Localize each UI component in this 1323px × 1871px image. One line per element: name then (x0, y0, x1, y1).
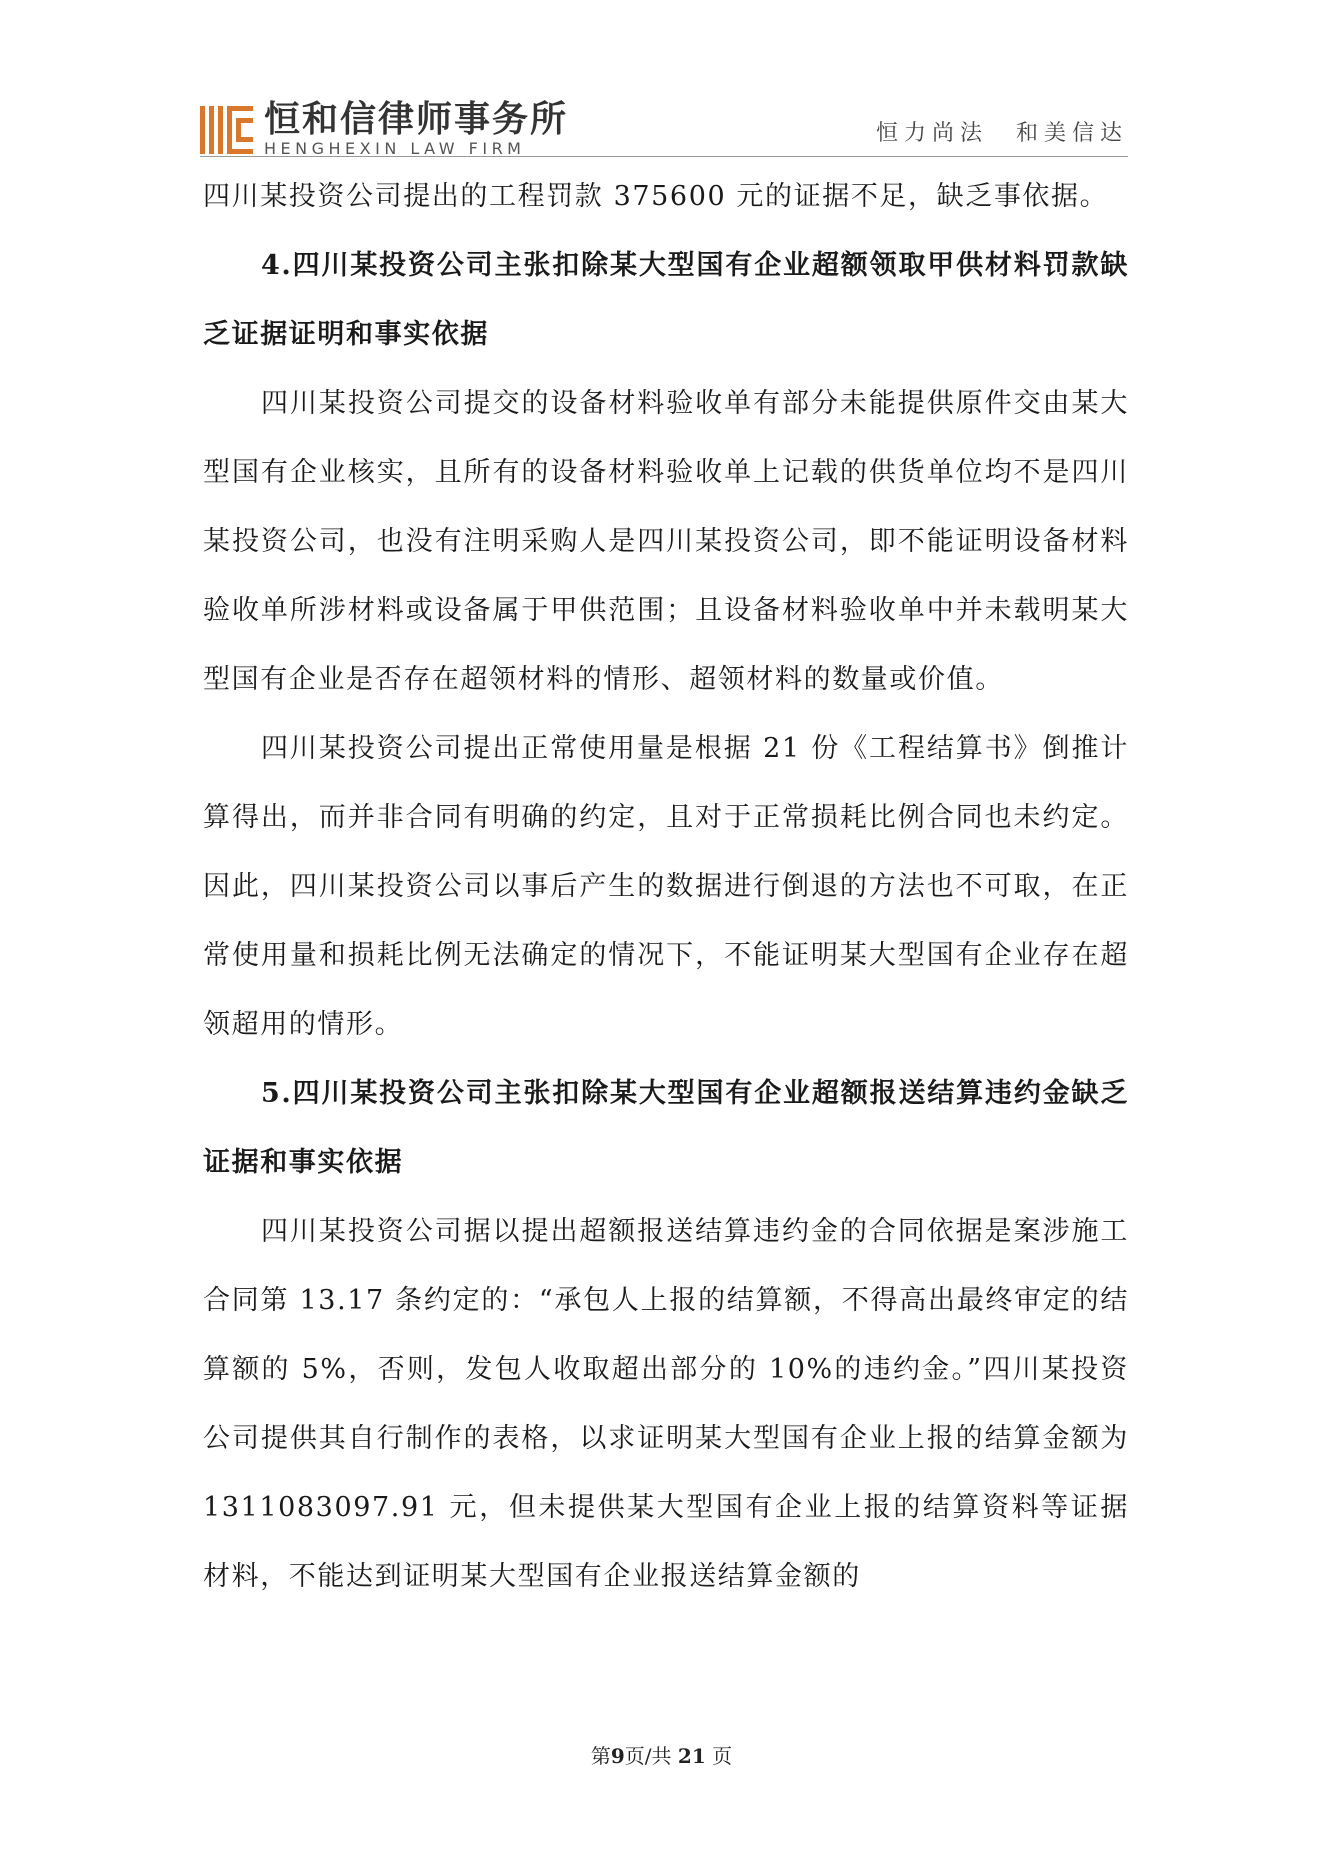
section-heading-4: 4.四川某投资公司主张扣除某大型国有企业超额领取甲供材料罚款缺乏证据证明和事实依据 (203, 250, 1129, 350)
total-pages: 21 (677, 1744, 706, 1768)
letterhead (200, 100, 1128, 158)
paragraph-settlement-penalty: 四川某投资公司据以提出超额报送结算违约金的合同依据是案涉施工合同第 13.17 条约定的：“承包人上报的结算额，不得高出最终审定的结算额的 5%，否则，发包人收取超出部分的 10%的违约金。”四川某投资公司提供其自行制作的表格，以求证明某大型国有企业上报的结算金额为 1311083097.91 元，但未提供某大型国有企业上报的结算资料等证据材料，不能达到证明某大型国有企业报送结算金额的 (203, 1216, 1129, 1592)
page-number-suffix: 页 (712, 1744, 733, 1768)
firm-name-en: HENGHEXIN LAW FIRM (264, 139, 526, 158)
firm-logo-icon (200, 106, 256, 158)
page-number-middle: 页/共 (624, 1744, 672, 1768)
firm-name-cn: 恒和信律师事务所 (264, 99, 569, 140)
paragraph-fine-evidence: 四川某投资公司提出的工程罚款 375600 元的证据不足，缺乏事依据。 (203, 181, 1109, 212)
header-divider (200, 156, 1128, 157)
section-heading-5: 5.四川某投资公司主张扣除某大型国有企业超额报送结算违约金缺乏证据和事实依据 (203, 1078, 1129, 1178)
page-number (0, 1740, 1323, 1769)
paragraph-acceptance-forms: 四川某投资公司提交的设备材料验收单有部分未能提供原件交由某大型国有企业核实，且所有的设备材料验收单上记载的供货单位均不是四川某投资公司，也没有注明采购人是四川某投资公司，即不能证明设备材料验收单所涉材料或设备属于甲供范围；且设备材料验收单中并未载明某大型国有企业是否存在超领材料的情形、超领材料的数量或价值。 (203, 388, 1129, 695)
paragraph-normal-usage: 四川某投资公司提出正常使用量是根据 21 份《工程结算书》倒推计算得出，而并非合同有明确的约定，且对于正常损耗比例合同也未约定。因此，四川某投资公司以事后产生的数据进行倒退的方法也不可取，在正常使用量和损耗比例无法确定的情况下，不能证明某大型国有企业存在超领超用的情形。 (203, 733, 1129, 1040)
document-body (203, 162, 1129, 1611)
current-page: 9 (610, 1744, 625, 1768)
page-number-prefix: 第 (590, 1744, 611, 1768)
firm-slogan: 恒力尚法 和美信达 (875, 121, 1128, 146)
